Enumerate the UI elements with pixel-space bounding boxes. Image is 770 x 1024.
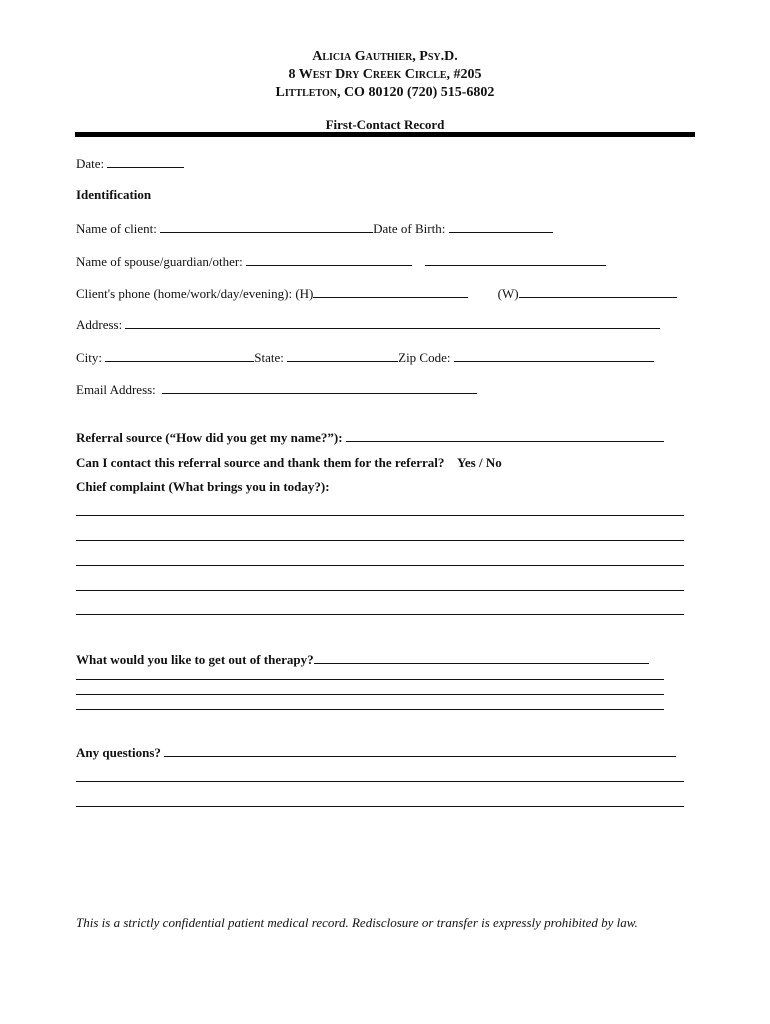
address-field[interactable] — [125, 316, 660, 329]
date-label: Date: — [76, 156, 105, 171]
address-line-1: 8 West Dry Creek Circle, #205 — [288, 67, 482, 82]
therapy-goal-row — [76, 651, 649, 668]
chief-complaint-line[interactable] — [76, 590, 684, 591]
zip-field[interactable] — [454, 349, 654, 362]
address-row — [76, 316, 660, 333]
state-label: State: — [254, 350, 284, 365]
yes-no-options[interactable]: Yes / No — [456, 455, 502, 470]
email-field[interactable] — [162, 381, 477, 394]
email-label: Email Address: — [76, 382, 156, 397]
questions-field[interactable] — [164, 744, 676, 757]
chief-complaint-line[interactable] — [76, 540, 684, 541]
therapy-goal-line[interactable] — [76, 694, 664, 695]
confidentiality-notice: This is a strictly confidential patient medical record. Redisclosure or transfer is expressly prohibited by law. — [76, 915, 638, 930]
chief-complaint-row — [76, 479, 330, 495]
contact-referral-question: Can I contact this referral source and thank them for the referral? — [76, 455, 445, 470]
spouse-label: Name of spouse/guardian/other: — [76, 254, 243, 269]
chief-complaint-label: Chief complaint ( — [76, 479, 173, 494]
contact-referral-row — [76, 455, 502, 471]
state-field[interactable] — [287, 349, 398, 362]
date-row — [76, 155, 184, 172]
client-name-label: Name of client: — [76, 221, 157, 236]
zip-label: Zip Code: — [398, 350, 451, 365]
chief-complaint-close: ): — [320, 479, 330, 494]
chief-complaint-line[interactable] — [76, 565, 684, 566]
dob-field[interactable] — [449, 220, 553, 233]
form-title: First-Contact Record — [325, 117, 445, 132]
therapy-goal-line[interactable] — [76, 679, 664, 680]
therapy-goal-label: What would you like to get out of therapy? — [76, 652, 314, 667]
chief-complaint-prompt: What brings you in today? — [172, 479, 321, 494]
dob-label: Date of Birth: — [373, 221, 446, 236]
address-label: Address: — [76, 317, 123, 332]
address-line-2: Littleton, CO 80120 (720) 515-6802 — [275, 85, 495, 100]
client-row — [76, 220, 553, 237]
city-row — [76, 349, 654, 366]
therapy-goal-line[interactable] — [76, 709, 664, 710]
therapy-goal-field[interactable] — [314, 651, 649, 664]
city-label: City: — [76, 350, 103, 365]
questions-row — [76, 744, 676, 761]
identification-heading: Identification — [76, 187, 152, 202]
header-rule — [75, 132, 695, 137]
referral-label: Referral source (“How did you get my name?”): — [76, 430, 343, 445]
referral-field[interactable] — [346, 429, 664, 442]
city-field[interactable] — [105, 349, 254, 362]
practitioner-name: Alicia Gauthier, Psy.D. — [312, 49, 458, 64]
spouse-field-2[interactable] — [425, 253, 606, 266]
date-field[interactable] — [107, 155, 184, 168]
email-row — [76, 381, 477, 398]
spouse-field-1[interactable] — [246, 253, 412, 266]
phone-row — [76, 285, 677, 302]
phone-home-field[interactable] — [313, 285, 468, 298]
questions-line[interactable] — [76, 781, 684, 782]
phone-work-label: (W) — [497, 286, 519, 301]
questions-label: Any questions? — [76, 745, 161, 760]
phone-work-field[interactable] — [519, 285, 677, 298]
client-name-field[interactable] — [160, 220, 373, 233]
chief-complaint-line[interactable] — [76, 614, 684, 615]
referral-row — [76, 429, 664, 446]
spouse-row — [76, 253, 606, 270]
chief-complaint-line[interactable] — [76, 515, 684, 516]
phone-home-label: Client's phone (home/work/day/evening): (H) — [76, 286, 314, 301]
questions-line[interactable] — [76, 806, 684, 807]
